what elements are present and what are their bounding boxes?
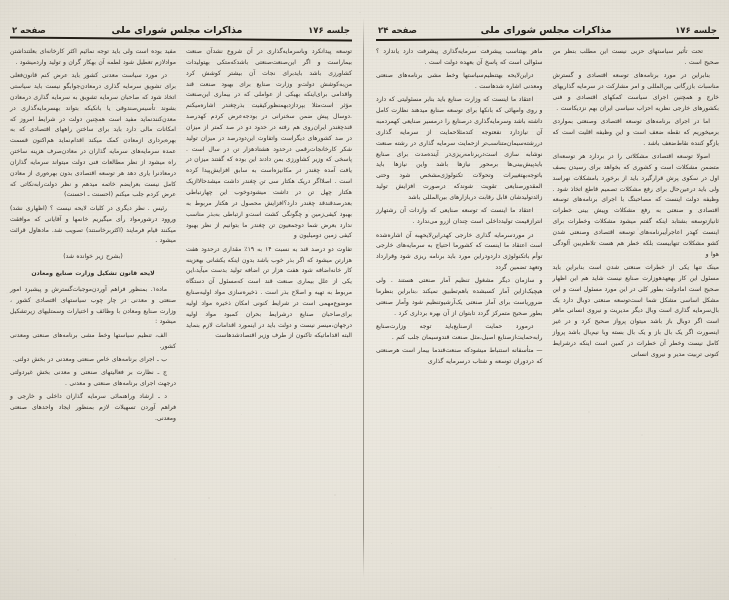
paragraph: مفید بوده است ولی باید توجه نمائیم اکثر کارخانه‌ای بعلتنداشتن موادلازم تعطیل شود لطمه آن بهکار گران و تولید واردمیشود . xyxy=(10,48,176,66)
paragraph: و سازمان دیگر مشغول تنظیم آمار صنعتی هستند . ولی هیچیک‌ازاین آمار کسبشده باهم‌تطبیق نمیکند ،بنابراین بنظرما ضروریاست برای آمار صنعتی یک‌آرشیو‌تنظیم شود وآمار صنعتی بطور صحیح متمرکز گردد تابتوان از آن بهره برداری کرد . xyxy=(376,277,543,317)
paragraph: بنابراین در مورد برنامه‌های توسعه اقتصادی و گسترش مناسبات بازرگانی بین‌المللی و امر مشارکت در سرمایه گذاریهای خارج و همچنین اجرای سیاست کمکهای اقتصادی و فنی بکشورهای خارجی نظریه احزاب سیاسی ایران بهم نزدیکاست . xyxy=(552,72,719,112)
clause-jim: ج ـ نظارت بر فعالیتهای صنعتی و معدنی بخش غیردولتی درجهت اجرای برنامه‌های صنعتی و معدنی . xyxy=(10,369,176,388)
paragraph: اما در اجرای برنامه‌های توسعه اقتصادی وصنعتی بمواردی برمیخوریم که نقطه ضعف است و این وظیفه اقلیت است که بازگو کننده نقاط‌ضعف باشد . xyxy=(552,118,719,147)
columns-left xyxy=(10,47,352,592)
column-left-outer xyxy=(10,47,176,592)
article-one: ماده۱. بمنظور فراهم آوردن‌موجبات‌گسترش و پیشبرد امور صنعتی و معدنی در چار چوب سیاستهای اقتصادی کشور ، وزارت صنایع ومعادن با وظائف و اختیارات وسمتلیهای زیرتشکیل میشود : xyxy=(10,285,176,326)
page-number-right: صفحه ۲۴ xyxy=(378,26,417,36)
paragraph: در موردسرمایه گذاری خارجی کهدراین‌لایحهبه آن اشاره‌شده است اعتقاد ما اینست که کشورما احتیاج به سرمایه‌های خارجی توأم باتکنولوژی داردودراین مورد باید برنامه ریزی شود وقرارداد وتعهد تضمین گردد xyxy=(376,231,543,272)
clause-be: ب ـ اجرای برنامه‌های خاص صنعتی ومعدنی در بخش دولتی. xyxy=(12,355,167,363)
session-label-left: جلسه ۱۷۶ xyxy=(308,26,350,36)
paragraph: رئیس . نظر دیگری در کلیات لایحه نیست ؟ (اظهاری نشد) وروود درشورمواد رأی میگیریم خانمها و آقایانی که موافقت میکنند قیام فرمایند (اکثربرخاستند) تصویب شد. مادهاول قرائت میشود . xyxy=(10,204,176,245)
paragraph: تفاوت دو درصد قند به نسبت ۱۴ به ۱۹٪ مقداری درحدود هفت هزارتن میشود که اگر بذر خوب باشد بدون اینکه یکشانی بهعزینه کار خانه‌اضافه شود هفت هزار تن اضافه تولید بدست میآید،این یکی از علل بیماری صنعت قند است که‌مسئول آن دستگاه مربوط به تهیه و اصلاح بذر است . ذخیره‌سازی مواد اولیه‌صنایع موضوع‌مهمی است در شرایط کنونی امکان ذخیره مواد اولیه برای‌صاحبان صنایع درشرایط بحران کمبود مواد اولیه درجهان،میسر نیست و دولت باید در اینمورد اقدامات لازم بنماید البته اقداماتیکه تاکنون از طرف وزیر اقتصادشدهاست xyxy=(186,245,353,340)
clause-dal: د ـ ارشاد وراهنمائی سرمایه گذاران داخلی و خارجی و فراهم آوردن تسهیلات لازم بمنظور ایجاد واحدهای صنعتی ومعدنی. xyxy=(10,393,176,423)
publication-title-right: مذاکرات مجلس شورای ملی xyxy=(480,25,612,36)
running-head-right xyxy=(376,16,719,36)
paragraph: تحت تأثیر سیاستهای حزبی نیست این مطلب بنظر من صحیح است . xyxy=(552,48,719,66)
header-rule-left xyxy=(10,37,352,42)
page-right xyxy=(364,0,729,600)
page-left xyxy=(0,0,364,600)
session-label-right: جلسه ۱۷۶ xyxy=(675,26,717,36)
paragraph: مینک تنها یکی از خطرات صنعتی شدن است بنابراین باید مسئول این کار بهعهدهوزارت صنایع نیست شاید هم این اظهار صحیح است امادولت بطور کلی در این مورد مسئول است و این مشکل اساسی مشکل شما است‌توسعه صنعتی دوبال دارد یک بال‌سرمایه گذاری است وبال دیگر مدیریت و نیروی انسانی ماهر است اگر دوبال باز باشد میتوان پرواز صحیح کرد و در غیر اینصورت اگر یک بال باز و یک بال بسته وبا نیم‌بال باشد پرواز کامل نیست وخطر آن خطرات در کمین است اینکه درشرایط کنونی تربیت مدیر و نیروی انسانی xyxy=(552,264,719,358)
clause-alef: الف، تنظیم سیاستها وخط مشی برنامه‌های صنعتی ومعدنی کشور. xyxy=(10,331,176,350)
header-rule-right xyxy=(376,37,719,41)
bill-title: لایحه قانون تشکیل وزارت صنایع ومعادن xyxy=(31,270,155,278)
columns-right xyxy=(376,47,719,592)
paragraph: درمورد حمایت ازصنایع‌باید توجه وزارت‌صنایع را‌به‌حمایت‌از‌صنایع اصیل،مثل صنعت قندوسیمان جلب کنم . xyxy=(376,323,543,342)
paragraph: ماهر بهتناسب پیشرفت سرمایه‌گذاری پیشرفت دارد یاندارد ؟ سئوالی است که پاسخ آن بعهده دولت است . xyxy=(376,48,543,66)
paragraph: دراین‌لایحه بهتنظیم‌سیاستها وخط مشی برنامه‌های صنعتی ومعدنی اشاره شدهاست . xyxy=(376,72,543,91)
paragraph: — متأسفانه استنباط میشودکه صنعت‌قندما بیمار است هرصنعتی که دردوران توسعه و شتاب درسرمایه گذاری xyxy=(376,347,543,366)
running-head-left xyxy=(10,16,352,36)
paragraph: در مورد سیاست معدنی کشور باید عرض کنم قانون‌فعلی برای تشویق سرمایه گذاری درمعادن‌جوابگو نیست باید سیاستی اتخاذ شود که صاحبان سرمایه تشویق به سرمایه گذاری درمعادن بشوند تأسیس‌صندوقی یا بانکیکه بتواند بهسرمایه‌گذاری در معدن‌کنندنماید مفید است همچنین دولت در شرایط امروز که امکانات مالی دارد باید برای ساختن راههای اقتصادی که به بهره‌برداری ازمعادن کمک میکند اقدام‌نماید هم‌اکنون قسمت عمده سرمایه‌های سرمایه گذاران در معادن‌صرف هزینه ساختن راه میشود از نظر مطالعات فنی دولت میتواند سرمایه گذاران درمعادنرا یاری دهد هر توسعه اقتصادی بدون بهره‌وری از معادن کامل نیست بعرایضم خاتمه میدهم و نظر دولت‌را‌به‌نکاتی که عرض کردم جلب میکنم (احسنت ـ احسنت) xyxy=(10,72,176,199)
paragraph: اعتقاد ما اینست که وزارت صنایع باید بنابر مسئولیتی که دارد و روی وامهائی که بانکها برای توسعه صنایع میدهند نظارت کامل داشته باشد وسرمایه‌گذاری درصنایع را درمسیر صنایعی کهمردمبه آن نیازدارد نفعتوجه کندمثلاحمایت از سرمایه گذاری دررشته‌سیمان‌متناسب‌تر از‌حمایت سرمایه گذاری در رشته صنعت نوشابه سازی است‌در‌برنامه‌ریزی‌در آینده‌مدت برای صنایع بایدپیش‌بینی‌ها برمحور نیازها باشد واین نیازها باید باتوجه‌بهتغییرات وتحولات تکنولوژی‌مشخص شود وحتی المقدور‌صنایعی تقویت شوندکه درصورت افزایش تولید زائدتولیدشان قابل رقابت دربازارهای بین‌المللی باشد xyxy=(376,96,543,201)
publication-title-left: مذاکرات مجلس شورای ملی xyxy=(111,25,243,36)
page-gutter-divider xyxy=(363,18,364,578)
column-left-inner xyxy=(186,47,352,592)
paragraph: توسعه پیدانکرد وباسرمایه‌گذاری در آن شروع نشدآن صنعت بیمار‌است و اگر این‌صنعت‌صنعتی باشدکه‌متکی بهتولیدات کشاورزی باشد بایدبرای نجات آن بیشتر کوشش کرد من‌به‌کوشش دولت‌و وزارت صنایع برای بهبود صنعت قند واقدامی برای‌اینکه بهیکی از عواملی که در بیماری این‌صنعت مؤثر است‌مثلا بپردازدبهمنظورکیفیت بذرچغندر اشاره‌میکنم .دوسال پیش ضمن سخنرانی در بودجه‌عرض کردم کهدرصد قندچغندر ایران‌روی هم رفته در حدود دو در صد کمتر از میزان در صد کشورهای دیگر‌است واتفاوت این‌دو‌درصد در میزان تولید شکر کارخانجات‌رقمی درحدود هشتادهزار تن در سال است . پاسخی که وزیر کشاورزی بمن دادند این بوده که گفتند میزان در یافت آمده چغندر در مکانیزه‌است به سابق افزایش‌پیدا کرده است . اصلااگر دریک هکتار سی تن چغندر داشت میشدحالاازیک هکتار چهل تن در داشت میشود‌وخوب این چهارنباطی بعدر‌صدقندقد چغندر دارد؟افزایش محصول در هکتار مربوط به بهبود کیفی‌زمین و چگونگی کشت است‌و ارتباطی به‌بذر مناسب ندارد بعرض شما دوجمعیون تن چغندر ما بتوانیم از نظر بهبود کیفی زمین دومیلیون و xyxy=(186,48,352,240)
page-number-left: صفحه ۲ xyxy=(12,26,46,36)
column-right-outer xyxy=(553,47,720,592)
paragraph: اصولا توسعه اقتصادی مشکلاتی را در بردارد هر توسعه‌ای متضمن مشکلات است و کشوری که بخواهد برای رسیدن بصف اول در سکوی پرش قرارگیرد باید از برخورد بامشکلات نهراسد ولی باید درعین‌حال برای رفع مشکلات تصمیم قاطع اتخاذ شود . وظیفه دولت اینست که مصاحبتگ با اجرای برنامه‌های توسعه اقتصادی و صنعتی به رفع مشکلات وپیش بینی خطرات ثانیازتوسعه بشتابد اینکه گفتم میشود مشکلات وخطرات برای اینست کهدر اعاجرأیبرنامه‌های توسعه اقتصادی وصنعتی شدن کشو مشکلات تنهابیست بلکه خطر هم هست تلاطم‌بین آلودگی هوا و xyxy=(552,153,719,258)
reading-note: (بشرح زیر خوانده شد) xyxy=(63,253,123,261)
column-right-inner xyxy=(376,47,543,592)
paragraph: اعتقاد ما اینست که توسعه صنایعی که واردات آن رشتهارز انترازقیمت تولیدداخلی است چندان ازرو می‌ندارد . xyxy=(376,207,543,226)
